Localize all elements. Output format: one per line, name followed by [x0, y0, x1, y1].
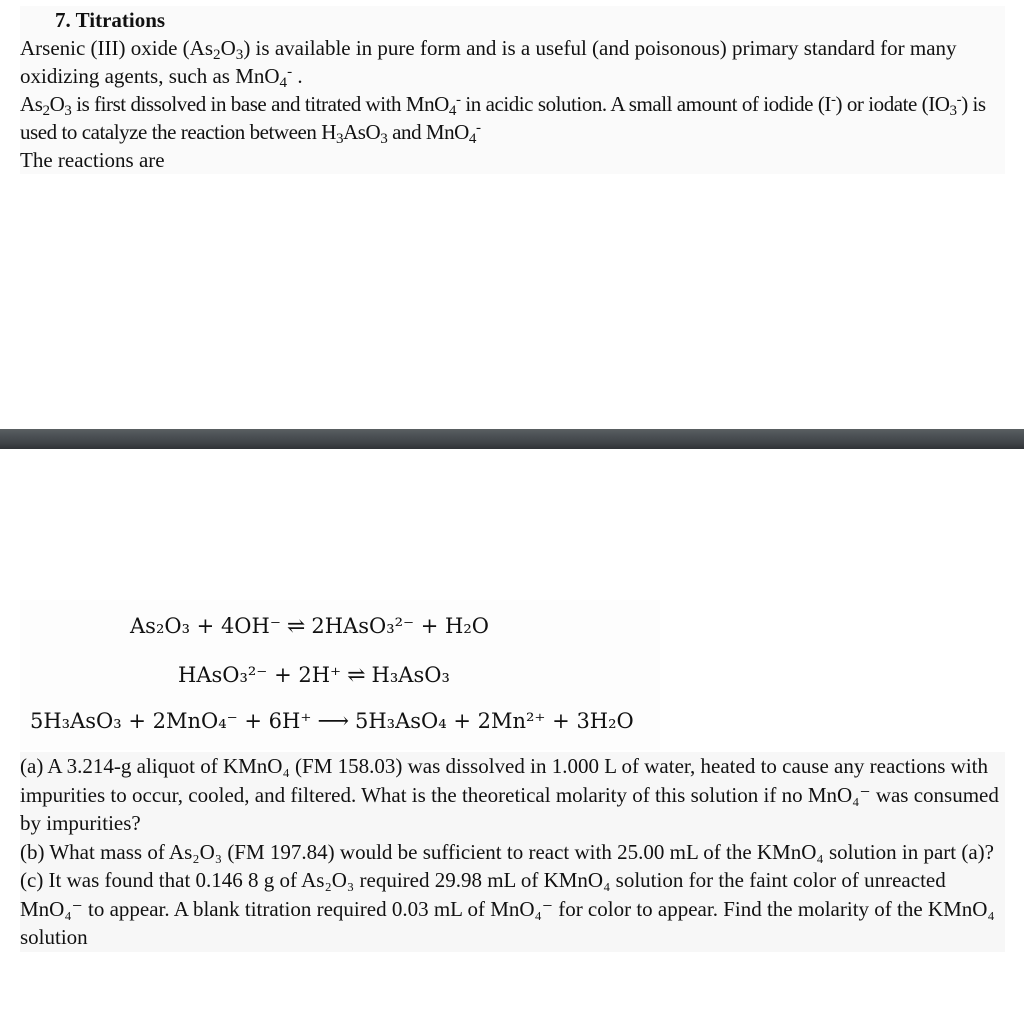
section-title: Titrations	[75, 8, 166, 32]
intro-paragraph-1: Arsenic (III) oxide $(As_2O_3)$ is available in pure form and is a useful (and poisonous) primary standard for many oxidizing agents, such as MnO$_4$- .	[20, 36, 957, 91]
equilibrium-arrow-icon: ⇌	[286, 614, 306, 639]
section-number: 7.	[55, 8, 71, 32]
equation-1-lhs: As₂O₃ + 4OH⁻	[130, 614, 281, 638]
section-heading	[20, 6, 1005, 34]
reaction-equations	[20, 600, 660, 750]
window-divider-bar	[0, 429, 1024, 449]
reaction-arrow-icon: ⟶	[317, 709, 349, 734]
equation-3-lhs: 5H₃AsO₃ + 2MnO₄⁻ + 6H⁺	[30, 709, 312, 733]
equation-2-rhs: H₃AsO₃	[371, 663, 450, 687]
intro-paragraph-2: $As_2O_3$ is first dissolved in base and titrated with MnO$_4$- in acidic solution. A small amount of iodide (I-) or iodate $(IO_3^-)$ is used to catalyze the reaction between $H_3AsO_3$ and MnO$_4$-	[20, 92, 986, 147]
question-b: (b) What mass of As₂O₃ (FM 197.84) would be sufficient to react with 25.00 mL of the KMnO₄ solution in part (a)?	[20, 839, 994, 864]
equation-2-lhs: HAsO₃²⁻ + 2H⁺	[178, 663, 342, 687]
question-c: (c) It was found that 0.146 8 g of As₂O₃ required 29.98 mL of KMnO₄ solution for the faint color of unreacted MnO₄⁻ to appear. A blank titration required 0.03 mL of MnO₄⁻ for color to appear. Find the molarity of the KMnO₄ solution	[20, 868, 995, 949]
questions	[20, 752, 1005, 952]
equation-1	[130, 612, 489, 641]
equation-2	[178, 661, 450, 690]
equation-3-rhs: 5H₃AsO₄ + 2Mn²⁺ + 3H₂O	[354, 709, 634, 733]
intro-paragraph-3: The reactions are	[20, 148, 165, 172]
equation-1-rhs: 2HAsO₃²⁻ + H₂O	[311, 614, 490, 638]
equation-3	[30, 707, 634, 736]
problem-intro	[20, 6, 1005, 174]
question-a: (a) A 3.214-g aliquot of KMnO₄ (FM 158.03) was dissolved in 1.000 L of water, heated to cause any reactions with impurities to occur, cooled, and filtered. What is the theoretical molarity of this solution if no MnO₄⁻ was consumed by impurities?	[20, 754, 999, 835]
equilibrium-arrow-icon: ⇌	[347, 663, 366, 688]
